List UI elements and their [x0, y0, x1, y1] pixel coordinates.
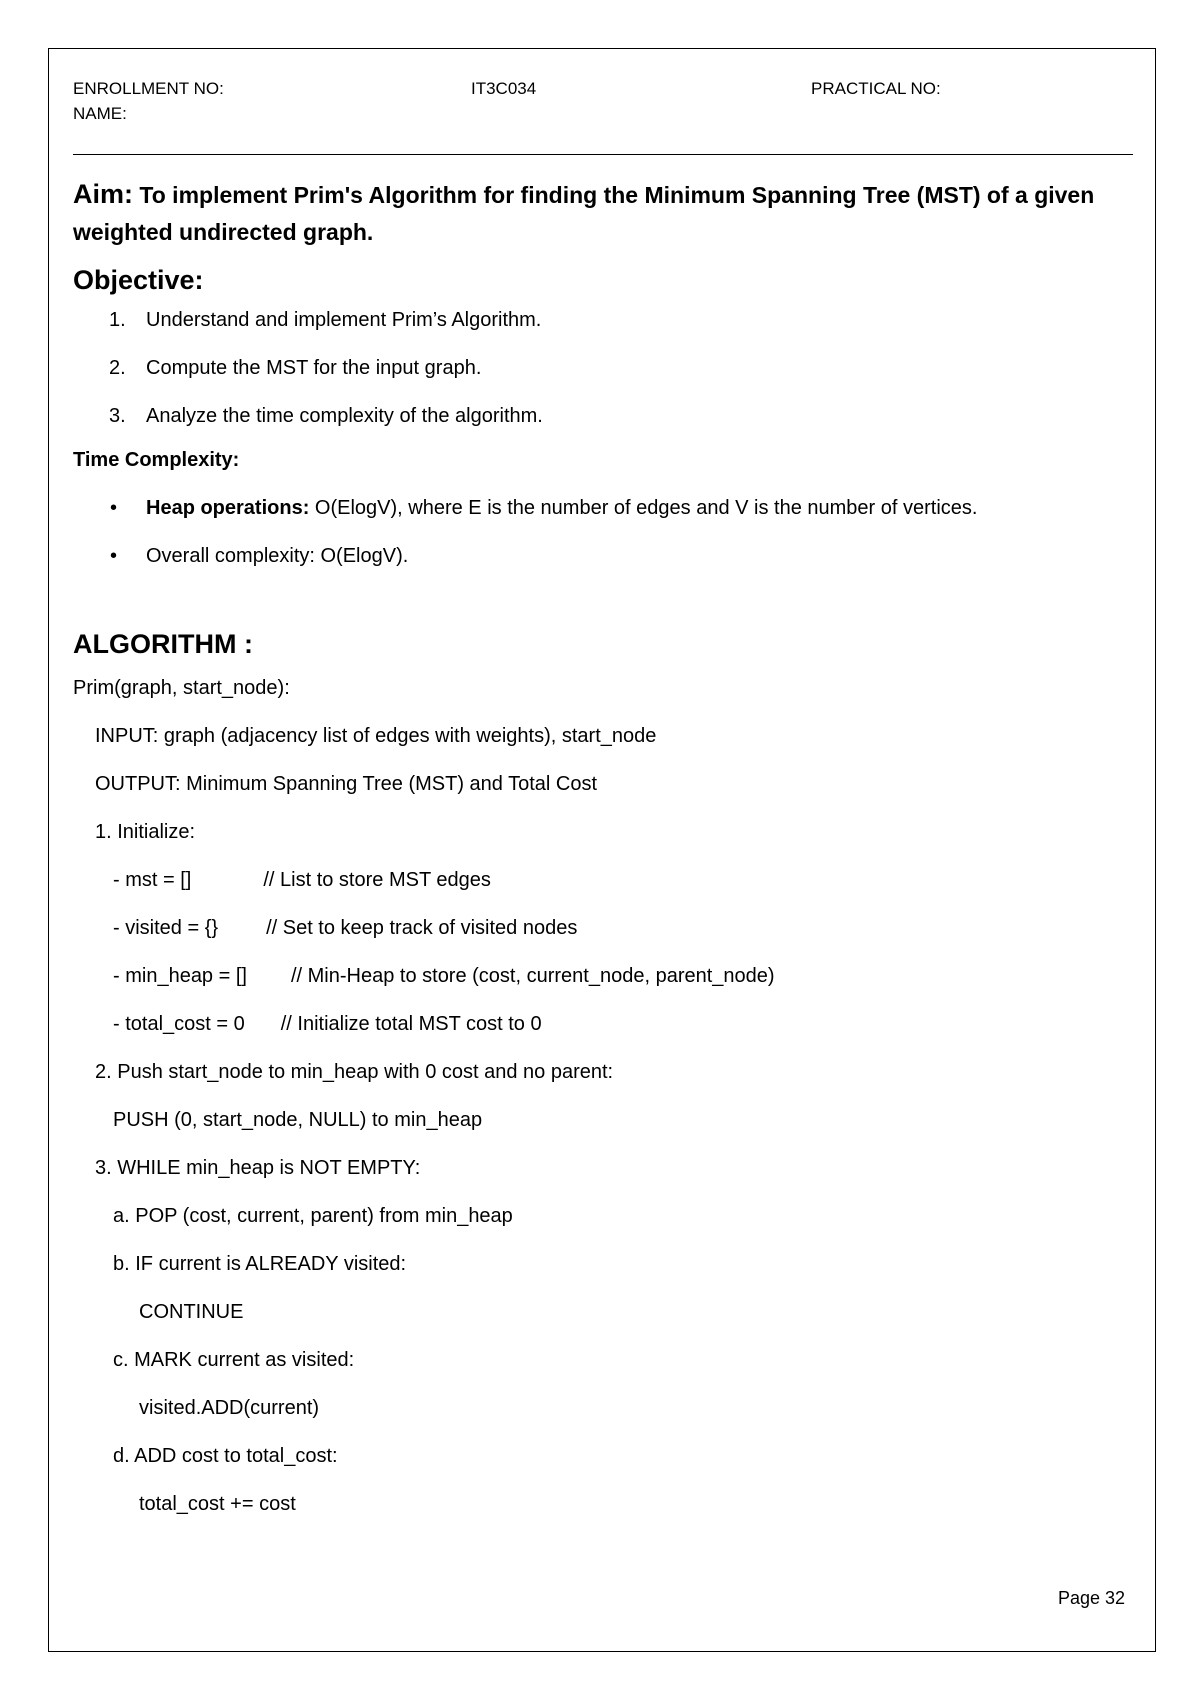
list-item [73, 355, 1133, 381]
code-text: - mst = [] [113, 869, 192, 891]
enrollment-label: ENROLLMENT NO: [73, 79, 224, 98]
algo-input: INPUT: graph (adjacency list of edges with weights), start_node [95, 725, 657, 747]
course-code: IT3C034 [471, 79, 537, 98]
algo-init-mst [73, 867, 1133, 915]
code-comment: // Initialize total MST cost to 0 [280, 1013, 542, 1035]
header-divider [73, 154, 1133, 155]
algo-init-total [73, 1011, 1133, 1059]
bullet-icon: • [110, 497, 118, 519]
algo-step-3b: b. IF current is ALREADY visited: [113, 1253, 407, 1275]
algo-step-3d: d. ADD cost to total_cost: [113, 1445, 338, 1467]
list-item [73, 403, 1133, 429]
list-number: 2. [109, 357, 126, 379]
aim-label: Aim: [73, 179, 133, 209]
algo-continue: CONTINUE [139, 1301, 244, 1323]
list-item [73, 543, 1133, 569]
objective-heading: Objective: [73, 265, 204, 295]
name-label: NAME: [73, 104, 127, 123]
list-text: Compute the MST for the input graph. [146, 357, 482, 379]
code-comment: // Set to keep track of visited nodes [266, 917, 578, 939]
code-text: - min_heap = [] [113, 965, 247, 987]
code-comment: // Min-Heap to store (cost, current_node, parent_node) [290, 965, 775, 987]
code-text: - visited = {} [113, 917, 219, 939]
aim-section [73, 176, 1133, 251]
algo-init-heap [73, 963, 1133, 1011]
bullet-icon: • [110, 545, 118, 567]
list-number: 3. [109, 405, 126, 427]
algo-visited-add: visited.ADD(current) [139, 1397, 320, 1419]
algorithm-heading: ALGORITHM : [73, 629, 253, 659]
list-number: 1. [109, 309, 126, 331]
heap-text: O(ElogV), where E is the number of edges and V is the number of vertices. [309, 497, 978, 519]
complexity-list [73, 495, 1133, 569]
algo-total-add: total_cost += cost [139, 1493, 296, 1515]
algo-step-2: 2. Push start_node to min_heap with 0 cost and no parent: [95, 1061, 614, 1083]
algo-signature: Prim(graph, start_node): [73, 677, 290, 699]
algo-step-1: 1. Initialize: [95, 821, 196, 843]
practical-label: PRACTICAL NO: [811, 79, 941, 98]
document-body [73, 176, 1133, 1539]
time-complexity-heading: Time Complexity: [73, 449, 240, 471]
algo-step-3a: a. POP (cost, current, parent) from min_heap [113, 1205, 513, 1227]
list-text: Understand and implement Prim’s Algorithm. [146, 309, 542, 331]
algo-init-visited [73, 915, 1133, 963]
code-text: - total_cost = 0 [113, 1013, 245, 1035]
algo-push: PUSH (0, start_node, NULL) to min_heap [113, 1109, 483, 1131]
page-header [73, 76, 1133, 126]
algo-step-3c: c. MARK current as visited: [113, 1349, 355, 1371]
list-item [73, 307, 1133, 333]
algo-output: OUTPUT: Minimum Spanning Tree (MST) and Total Cost [95, 773, 598, 795]
list-text: Analyze the time complexity of the algorithm. [146, 405, 543, 427]
algo-step-3: 3. WHILE min_heap is NOT EMPTY: [95, 1157, 421, 1179]
list-item [73, 495, 1133, 521]
page-number: Page 32 [1058, 1588, 1126, 1608]
heap-label: Heap operations: [146, 497, 310, 519]
aim-text: To implement Prim's Algorithm for finding the Minimum Spanning Tree (MST) of a given weighted undirected graph. [73, 182, 1095, 245]
code-comment: // List to store MST edges [263, 869, 491, 891]
objective-list [73, 307, 1133, 429]
overall-text: Overall complexity: O(ElogV). [146, 545, 409, 567]
